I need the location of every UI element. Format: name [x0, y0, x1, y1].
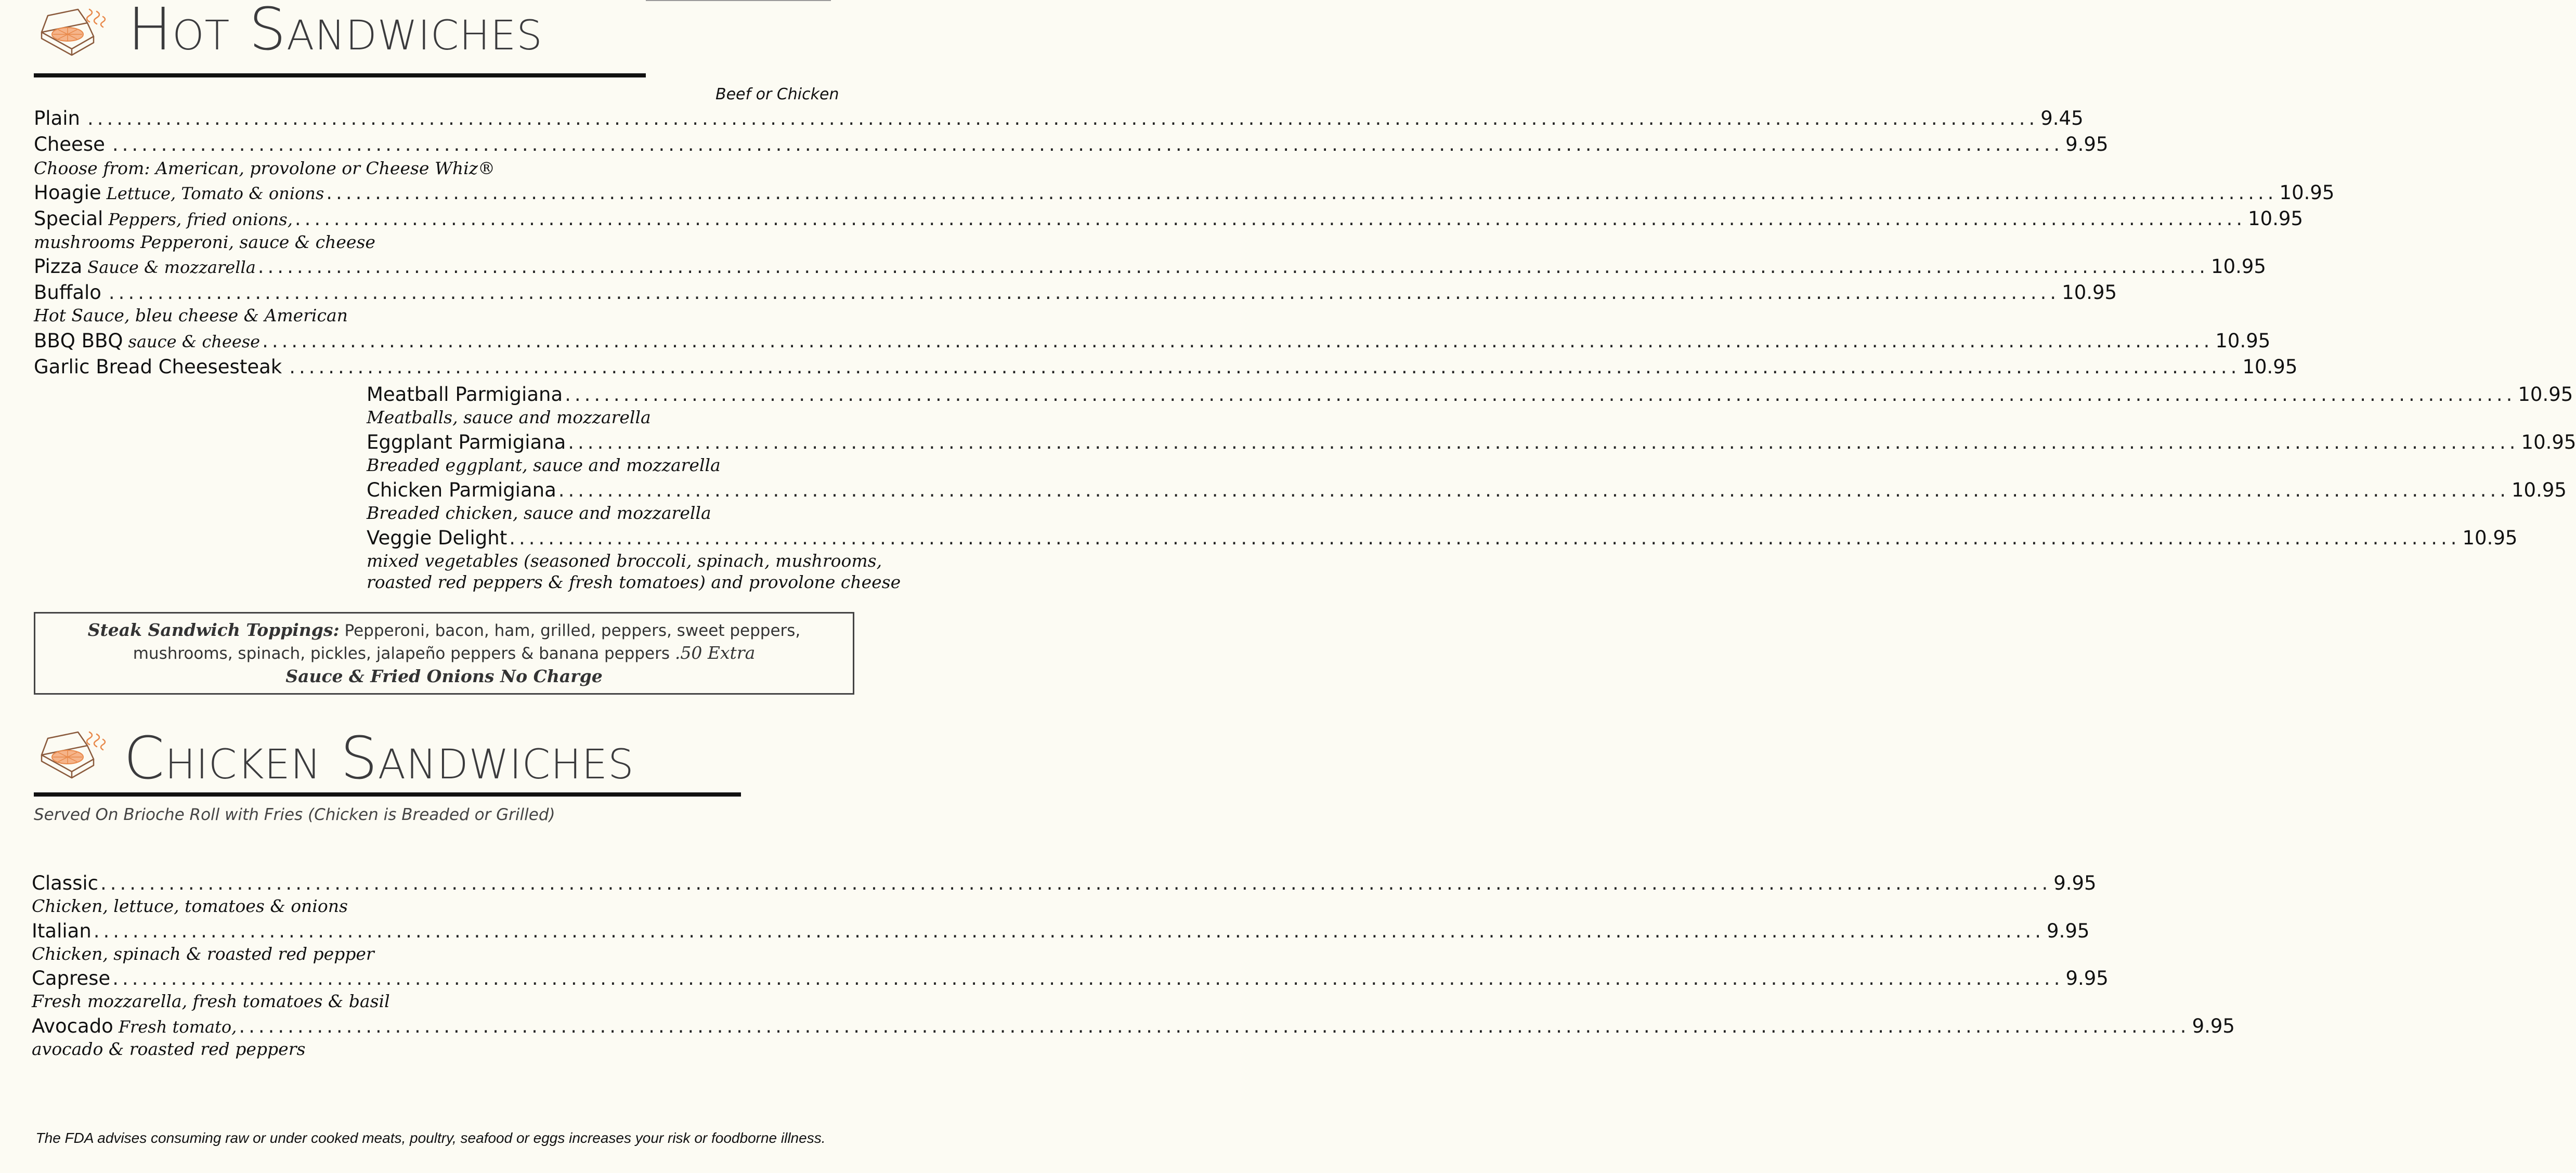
menu-item: [34, 133, 2109, 156]
dot-leader: ........................................................................................................................................................................................................: [262, 330, 2214, 352]
menu-item-name: Avocado: [32, 1015, 113, 1037]
menu-item-inline-desc: Peppers, fried onions,: [108, 210, 293, 229]
menu-item-price: 9.95: [2192, 1015, 2235, 1037]
menu-item-description: mixed vegetables (seasoned broccoli, spinach, mushrooms,: [367, 551, 882, 571]
chicken-subtitle: Served On Brioche Roll with Fries (Chicken is Breaded or Grilled): [34, 805, 555, 824]
toppings-no-charge: Sauce & Fried Onions No Charge: [285, 666, 603, 686]
dot-leader: ........................................................................................................................................................................................................: [558, 479, 2510, 501]
menu-item-price: 10.95: [2279, 181, 2335, 204]
menu-item-price: 9.45: [2040, 107, 2084, 129]
dot-leader: ........................................................................................................................................................................................................: [568, 431, 2519, 453]
menu-item-description: Hot Sauce, bleu cheese & American: [34, 305, 348, 325]
menu-item-name: Hoagie: [34, 181, 101, 204]
menu-item-description: roasted red peppers & fresh tomatoes) and provolone cheese: [367, 572, 901, 592]
menu-item-inline-desc: Sauce & mozzarella: [87, 257, 256, 277]
menu-item-price: 10.95: [2521, 431, 2576, 453]
menu-item-description: Fresh mozzarella, fresh tomatoes & basil: [32, 991, 390, 1011]
menu-item-name: Italian: [32, 920, 92, 942]
menu-item: [32, 1015, 2235, 1038]
dot-leader: ........................................................................................................................................................................................................: [112, 133, 2064, 155]
menu-item-name: Plain: [34, 107, 80, 129]
toppings-extra: .50 Extra: [674, 643, 756, 663]
dot-leader: ........................................................................................................................................................................................................: [112, 967, 2064, 989]
menu-item-price: 10.95: [2248, 207, 2304, 230]
menu-item: [32, 872, 2097, 895]
menu-item-price: 10.95: [2215, 330, 2271, 352]
menu-item-inline-desc: sauce & cheese: [128, 332, 261, 351]
menu-item: [32, 967, 2109, 990]
menu-item-price: 10.95: [2512, 479, 2567, 501]
dot-leader: ........................................................................................................................................................................................................: [326, 181, 2278, 204]
dot-leader: ........................................................................................................................................................................................................: [257, 255, 2209, 278]
pizza-box-icon: [37, 728, 111, 780]
menu-item-description: avocado & roasted red peppers: [32, 1039, 306, 1059]
menu-item-description: Breaded eggplant, sauce and mozzarella: [367, 455, 721, 475]
page-title: Hot Sandwiches: [128, 0, 543, 63]
menu-item-description: Choose from: American, provolone or Cheese Whiz®: [34, 158, 496, 178]
dot-leader: ........................................................................................................................................................................................................: [87, 107, 2039, 129]
menu-item-description: mushrooms Pepperoni, sauce & cheese: [34, 232, 375, 252]
toppings-label: Steak Sandwich Toppings:: [87, 620, 340, 640]
toppings-line2: mushrooms, spinach, pickles, jalapeño peppers & banana peppers: [133, 644, 670, 663]
menu-item-price: 10.95: [2062, 281, 2117, 304]
menu-item-name: Special: [34, 207, 103, 230]
menu-item-price: 10.95: [2242, 356, 2298, 378]
menu-item-name: Pizza: [34, 255, 83, 278]
menu-item-name: Chicken Parmigiana: [367, 479, 556, 501]
menu-item: [34, 207, 2304, 231]
menu-item-price: 9.95: [2053, 872, 2097, 894]
toppings-line1: Pepperoni, bacon, ham, grilled, peppers, sweet peppers,: [344, 621, 801, 640]
section-title-chicken: Chicken Sandwiches: [124, 725, 634, 792]
menu-item-name: Meatball Parmigiana: [367, 383, 563, 406]
menu-item-description: Meatballs, sauce and mozzarella: [367, 407, 651, 427]
top-divider: [646, 0, 831, 1]
toppings-box: [34, 612, 854, 695]
dot-leader: ........................................................................................................................................................................................................: [93, 920, 2045, 942]
menu-item-description: Breaded chicken, sauce and mozzarella: [367, 503, 711, 523]
menu-item-name: Classic: [32, 872, 98, 894]
menu-item-inline-desc: Lettuce, Tomato & onions: [106, 184, 324, 203]
menu-item: [34, 107, 2084, 130]
menu-item-price: 10.95: [2462, 527, 2518, 549]
menu-item: [367, 431, 2576, 454]
dot-leader: ........................................................................................................................................................................................................: [294, 207, 2246, 230]
menu-item-price: 9.95: [2047, 920, 2090, 942]
menu-item: [34, 255, 2266, 279]
menu-item: [34, 330, 2271, 353]
menu-item: [32, 920, 2090, 943]
menu-item-name: Caprese: [32, 967, 111, 989]
menu-item-price: 9.95: [2065, 133, 2109, 155]
menu-item-price: 10.95: [2518, 383, 2573, 406]
menu-item: [34, 356, 2298, 379]
pizza-box-icon: [37, 5, 111, 57]
menu-item-price: 10.95: [2211, 255, 2266, 278]
dot-leader: ........................................................................................................................................................................................................: [108, 281, 2060, 304]
menu-item-name: Garlic Bread Cheesesteak: [34, 356, 282, 378]
title-underline: [34, 73, 646, 77]
menu-item-name: BBQ BBQ: [34, 330, 123, 352]
dot-leader: ........................................................................................................................................................................................................: [289, 356, 2241, 378]
column-note: Beef or Chicken: [715, 85, 839, 103]
fda-disclaimer: The FDA advises consuming raw or under cooked meats, poultry, seafood or eggs increases your risk or foodborne illness.: [35, 1130, 826, 1146]
dot-leader: ........................................................................................................................................................................................................: [100, 872, 2052, 894]
menu-item: [367, 479, 2567, 502]
menu-item-price: 9.95: [2065, 967, 2109, 989]
menu-item-name: Buffalo: [34, 281, 101, 304]
menu-item-name: Cheese: [34, 133, 105, 155]
menu-item-name: Eggplant Parmigiana: [367, 431, 566, 453]
menu-item-description: Chicken, spinach & roasted red pepper: [32, 944, 374, 964]
dot-leader: ........................................................................................................................................................................................................: [509, 527, 2461, 549]
menu-item: [367, 527, 2518, 550]
menu-item-name: Veggie Delight: [367, 527, 508, 549]
menu-item-description: Chicken, lettuce, tomatoes & onions: [32, 896, 348, 916]
dot-leader: ........................................................................................................................................................................................................: [239, 1015, 2190, 1037]
menu-item: [367, 383, 2573, 406]
menu-item: [34, 181, 2335, 205]
menu-item: [34, 281, 2117, 304]
title-underline: [34, 792, 741, 797]
dot-leader: ........................................................................................................................................................................................................: [565, 383, 2516, 406]
menu-item-inline-desc: Fresh tomato,: [118, 1017, 237, 1037]
